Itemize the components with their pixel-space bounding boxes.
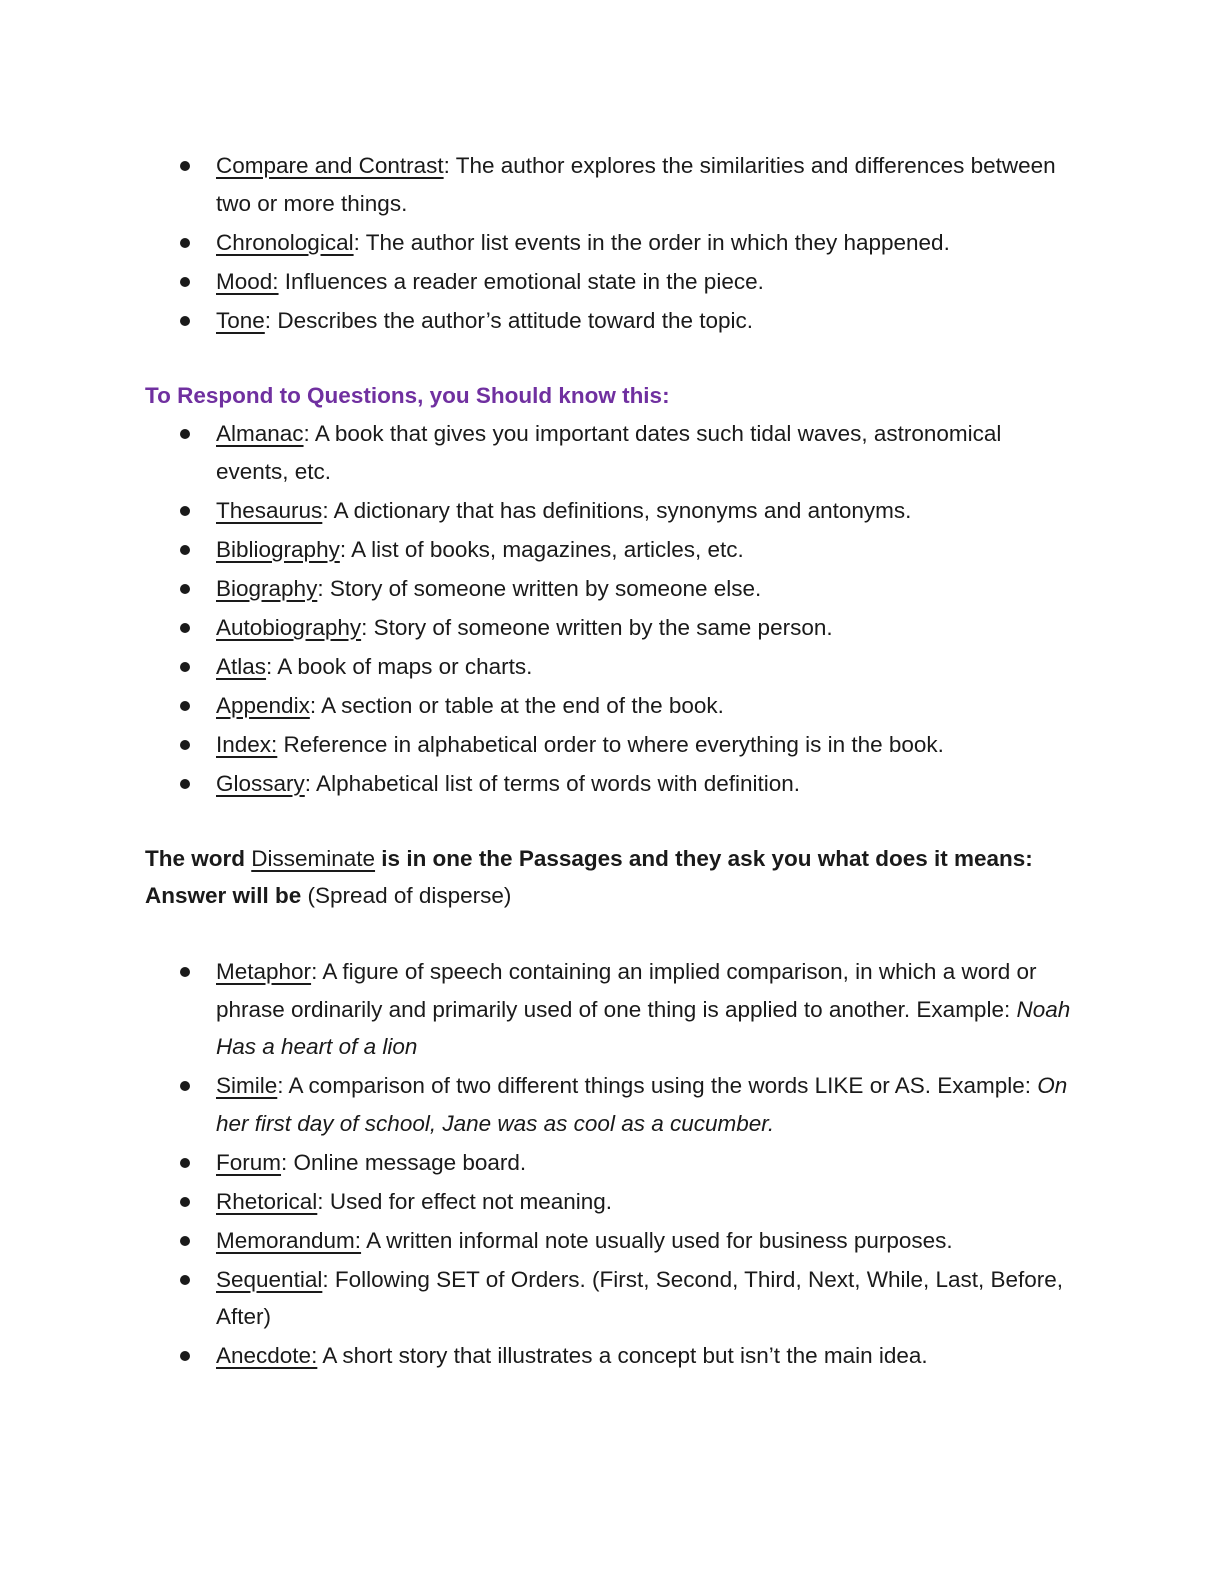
text-structures-list (216, 147, 1076, 341)
term: Rhetorical (216, 1188, 318, 1214)
bullet-icon (180, 1275, 190, 1285)
term-separator: : (353, 229, 360, 255)
term: Autobiography (216, 614, 362, 640)
definition: Online message board. (287, 1149, 527, 1175)
bullet-icon (180, 429, 190, 439)
definition: Alphabetical list of terms of words with definition. (311, 770, 801, 796)
definition: The author list events in the order in which they happened. (359, 229, 950, 255)
literary-terms-list (216, 953, 1076, 1376)
term: Biography (216, 575, 318, 601)
list-item (216, 1222, 1076, 1260)
bullet-icon (180, 967, 190, 977)
definition: The author explores the similarities and differences between two or more things. (216, 153, 1056, 216)
list-item (216, 531, 1076, 569)
term-separator: : (303, 421, 310, 446)
bullet-icon (180, 623, 190, 633)
section-heading: To Respond to Questions, you Should know this: (145, 383, 670, 408)
list-item (216, 302, 1076, 340)
term-separator: : (322, 497, 329, 523)
bullet-icon (180, 701, 190, 711)
term: Compare and Contrast (216, 153, 444, 178)
term: Index: (216, 731, 278, 757)
term: Mood: (216, 268, 279, 294)
bullet-icon (180, 1081, 190, 1091)
term: Thesaurus (216, 497, 323, 523)
definition: Story of someone written by the same person. (367, 614, 833, 640)
note-word: Disseminate (251, 846, 376, 871)
definition: A book that gives you important dates such tidal waves, astronomical events, etc. (216, 421, 1002, 484)
list-item (216, 1144, 1076, 1182)
bullet-icon (180, 506, 190, 516)
definition: Reference in alphabetical order to where everything is in the book. (277, 731, 944, 757)
term: Forum (216, 1149, 282, 1175)
definition: Used for effect not meaning. (323, 1188, 613, 1214)
list-item (216, 1261, 1076, 1336)
bullet-icon (180, 1351, 190, 1361)
term: Anecdote: (216, 1343, 318, 1368)
term-separator: : (317, 575, 324, 601)
term: Metaphor (216, 959, 312, 984)
term-separator: : (361, 614, 368, 640)
definition: A short story that illustrates a concept but isn’t the main idea. (317, 1343, 928, 1368)
definition: A list of books, magazines, articles, etc. (346, 536, 744, 562)
bullet-icon (180, 779, 190, 789)
bullet-icon (180, 1158, 190, 1168)
term-separator: : (317, 1188, 324, 1214)
list-item (216, 570, 1076, 608)
list-item (216, 648, 1076, 686)
term: Glossary (216, 770, 305, 796)
bullet-icon (180, 1197, 190, 1207)
term: Almanac (216, 421, 304, 446)
term: Atlas (216, 653, 267, 679)
note-lead: The word (145, 846, 252, 871)
term: Simile (216, 1073, 278, 1098)
term: Appendix (216, 692, 310, 718)
term: Memorandum: (216, 1227, 362, 1253)
list-item (216, 492, 1076, 530)
definition: Describes the author’s attitude toward the topic. (271, 307, 753, 333)
note-question: is in one the Passages and they ask you what does it means: Answer will be (145, 846, 1033, 908)
list-item (216, 1337, 1076, 1375)
definition: A book of maps or charts. (272, 653, 533, 679)
term-separator: : (443, 153, 450, 178)
definition: A section or table at the end of the book. (316, 692, 724, 718)
term: Sequential (216, 1266, 323, 1292)
list-item (216, 726, 1076, 764)
list-item (216, 415, 1076, 490)
definition: A written informal note usually used for business purposes. (361, 1227, 953, 1253)
term-separator: : (322, 1266, 329, 1292)
definition: A figure of speech containing an implied comparison, in which a word or phrase ordinarily and primarily used of one thing is applied to another. Example: (216, 959, 1037, 1022)
term-separator: : (264, 307, 272, 333)
bullet-icon (180, 545, 190, 555)
term: Chronological (216, 229, 354, 255)
term-separator: : (277, 1073, 284, 1098)
list-item (216, 687, 1076, 725)
term-separator: : (311, 959, 318, 984)
definition: Influences a reader emotional state in the piece. (278, 268, 764, 294)
term-separator: : (309, 692, 317, 718)
bullet-icon (180, 662, 190, 672)
list-item (216, 1067, 1076, 1142)
term-separator: : (266, 653, 273, 679)
list-item (216, 224, 1076, 262)
list-item (216, 147, 1076, 222)
bullet-icon (180, 740, 190, 750)
definition: Following SET of Orders. (First, Second, Third, Next, While, Last, Before, After) (216, 1266, 1064, 1329)
list-item (216, 765, 1076, 803)
term: Tone (216, 307, 265, 333)
list-item (216, 953, 1076, 1066)
list-item (216, 263, 1076, 301)
bullet-icon (180, 316, 190, 326)
list-item (216, 1183, 1076, 1221)
reference-sources-list (216, 415, 1076, 804)
list-item (216, 609, 1076, 647)
example-text: On her first day of school, Jane was as cool as a cucumber. (216, 1073, 1068, 1136)
example-text: Noah Has a heart of a lion (216, 996, 1071, 1059)
term-separator: : (339, 536, 347, 562)
vocabulary-note (145, 840, 1045, 914)
definition: Story of someone written by someone else. (323, 575, 762, 601)
term-separator: : (281, 1149, 288, 1175)
term: Bibliography (216, 536, 340, 562)
bullet-icon (180, 584, 190, 594)
bullet-icon (180, 238, 190, 248)
bullet-icon (180, 277, 190, 287)
definition: A comparison of two different things using the words LIKE or AS. Example: (283, 1073, 1038, 1098)
term-separator: : (304, 770, 312, 796)
bullet-icon (180, 161, 190, 171)
definition: A dictionary that has definitions, synonyms and antonyms. (328, 497, 912, 523)
bullet-icon (180, 1236, 190, 1246)
note-answer: (Spread of disperse) (301, 883, 512, 908)
